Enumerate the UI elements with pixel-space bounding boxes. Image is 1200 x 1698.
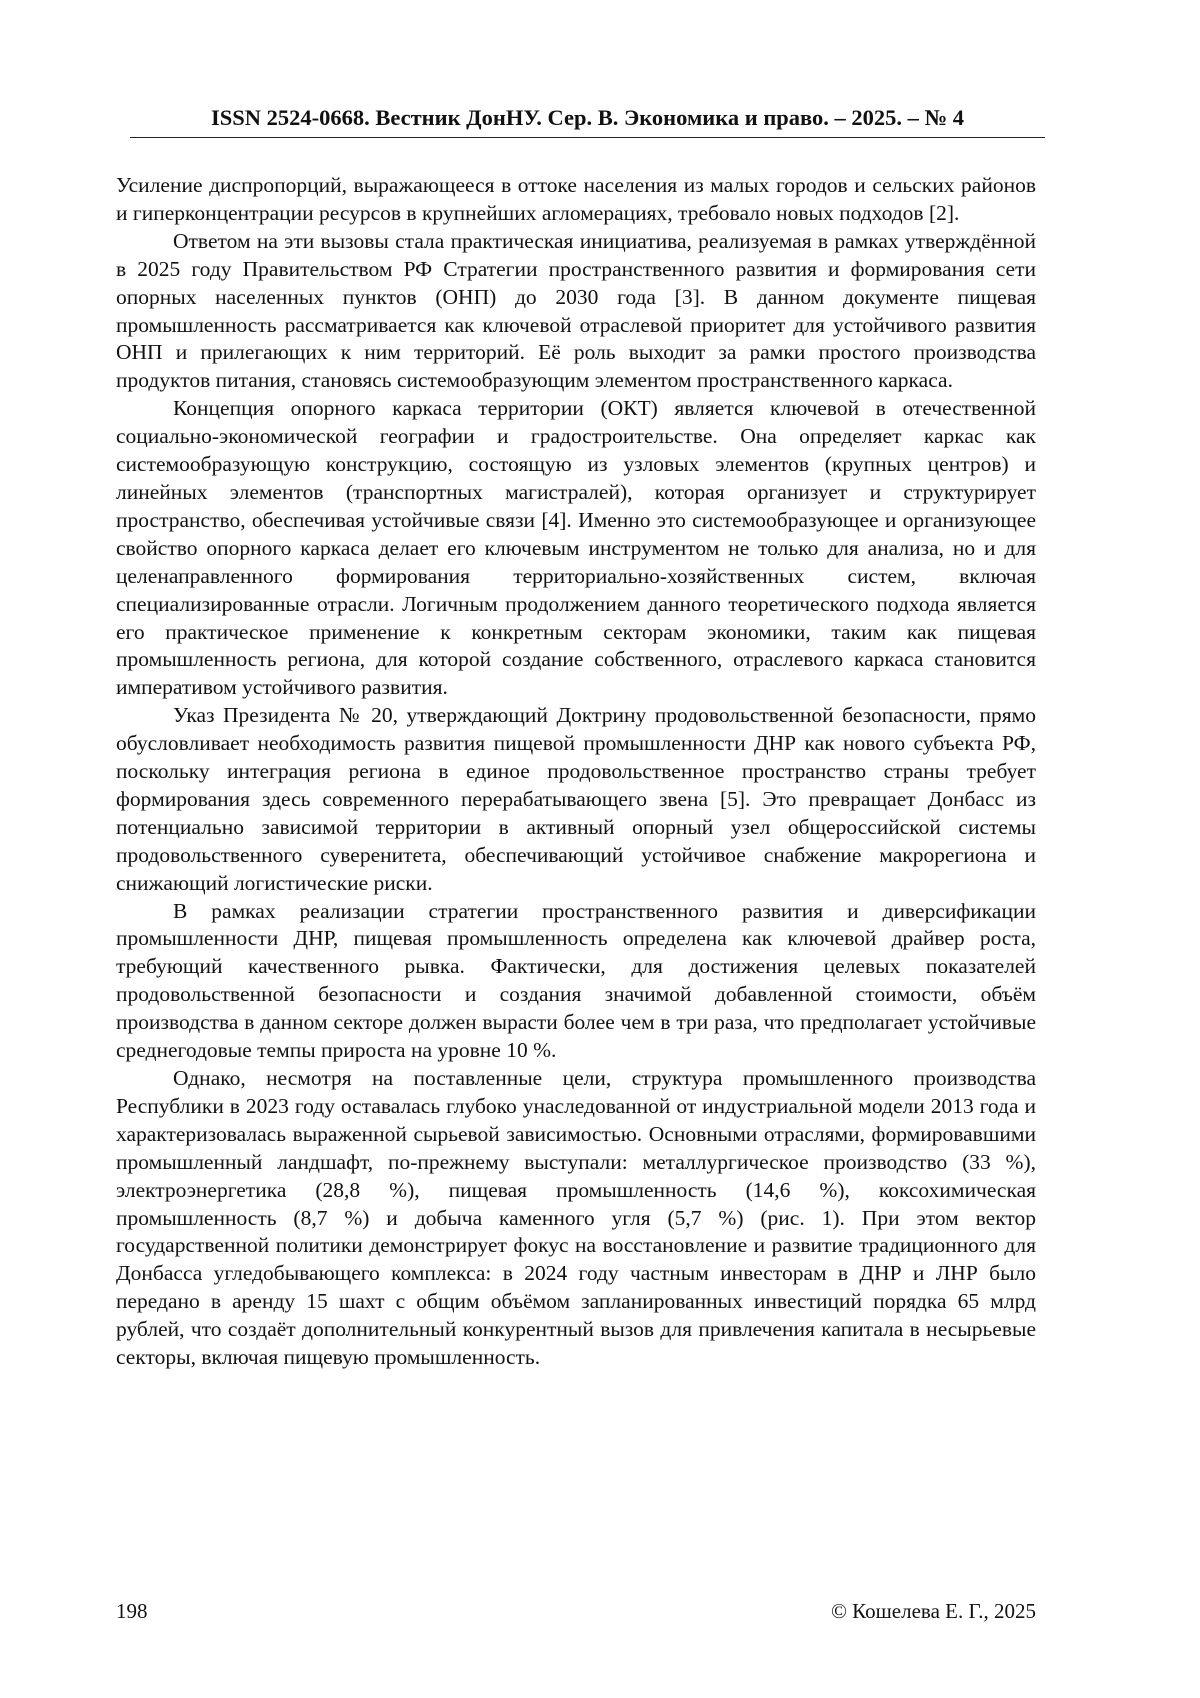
paragraph: В рамках реализации стратегии пространственного развития и диверсификации промышленности ДНР, пищевая промышленность определена как ключевой драйвер роста, требующий качественного рывка. Фактически, для достижения целевых показателей продовольственной безопасности и создания значимой добавленной стоимости, объём производства в данном секторе должен вырасти более чем в три раза, что предполагает устойчивые среднегодовые темпы прироста на уровне 10 %. bbox=[116, 898, 1036, 1063]
article-body bbox=[116, 172, 1036, 1372]
paragraph: Ответом на эти вызовы стала практическая инициатива, реализуемая в рамках утверждённой в 2025 году Правительством РФ Стратегии пространственного развития и формирования сети опорных населенных пунктов (ОНП) до 2030 года [3]. В данном документе пищевая промышленность рассматривается как ключевой отраслевой приоритет для устойчивого развития ОНП и прилегающих к ним территорий. Её роль выходит за рамки простого производства продуктов питания, становясь системообразующим элементом пространственного каркаса. bbox=[116, 228, 1036, 393]
paragraph: Указ Президента № 20, утверждающий Доктрину продовольственной безопасности, прямо обусловливает необходимость развития пищевой промышленности ДНР как нового субъекта РФ, поскольку интеграция региона в единое продовольственное пространство страны требует формирования здесь современного перерабатывающего звена [5]. Это превращает Донбасс из потенциально зависимой территории в активный опорный узел общероссийской системы продовольственного суверенитета, обеспечивающий устойчивое снабжение макрорегиона и снижающий логистические риски. bbox=[116, 703, 1036, 895]
page-number: 198 bbox=[116, 1599, 148, 1623]
paragraph: Концепция опорного каркаса территории (ОКТ) является ключевой в отечественной социально-экономической географии и градостроительстве. Она определяет каркас как системообразующую конструкцию, состоящую из узловых элементов (крупных центров) и линейных элементов (транспортных магистралей), которая организует и структурирует пространство, обеспечивая устойчивые связи [4]. Именно это системообразующее и организующее свойство опорного каркаса делает его ключевым инструментом не только для анализа, но и для целенаправленного формирования территориально-хозяйственных систем, включая специализированные отрасли. Логичным продолжением данного теоретического подхода является его практическое применение к конкретным секторам экономики, таким как пищевая промышленность региона, для которой создание собственного, отраслевого каркаса становится императивом устойчивого развития. bbox=[116, 396, 1036, 700]
paragraph: Усиление диспропорций, выражающееся в оттоке населения из малых городов и сельских районов и гиперконцентрации ресурсов в крупнейших агломерациях, требовало новых подходов [2]. bbox=[116, 173, 1036, 225]
running-header: ISSN 2524-0668. Вестник ДонНУ. Сер. В. Экономика и право. – 2025. – № 4 bbox=[130, 103, 1045, 138]
copyright-notice: © Кошелева Е. Г., 2025 bbox=[830, 1599, 1036, 1623]
paragraph: Однако, несмотря на поставленные цели, структура промышленного производства Республики в 2023 году оставалась глубоко унаследованной от индустриальной модели 2013 года и характеризовалась выраженной сырьевой зависимостью. Основными отраслями, формировавшими промышленный ландшафт, по-прежнему выступали: металлургическое производство (33 %), электроэнергетика (28,8 %), пищевая промышленность (14,6 %), коксохимическая промышленность (8,7 %) и добыча каменного угля (5,7 %) (рис. 1). При этом вектор государственной политики демонстрирует фокус на восстановление и развитие традиционного для Донбасса угледобывающего комплекса: в 2024 году частным инвесторам в ДНР и ЛНР было передано в аренду 15 шахт с общим объёмом запланированных инвестиций порядка 65 млрд рублей, что создаёт дополнительный конкурентный вызов для привлечения капитала в несырьевые секторы, включая пищевую промышленность. bbox=[116, 1066, 1036, 1370]
